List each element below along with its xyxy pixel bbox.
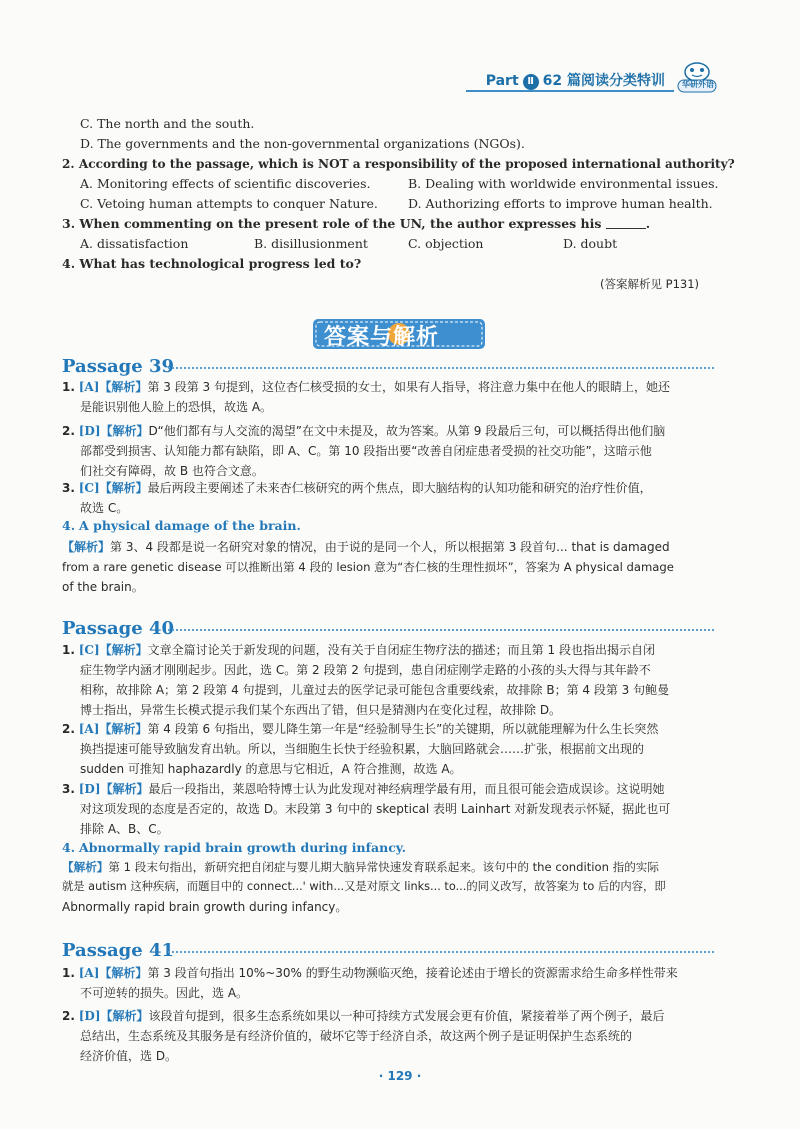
q1-option-d: D. The governments and the non-governmental organizations (NGOs). <box>80 136 525 151</box>
q3-option-a: A. dissatisfaction <box>80 236 189 251</box>
q2-option-a: A. Monitoring effects of scientific discoveries. <box>80 176 371 191</box>
analysis-text: 第 1 段末句指出，新研究把自闭症与婴儿期大脑异常快速发育联系起来。该句中的 the condition 指的实际 <box>108 860 659 874</box>
answer-40-3 <box>62 779 665 799</box>
answer-number: 3. <box>62 782 75 796</box>
answer-blank <box>606 217 646 229</box>
q2-option-d: D. Authorizing efforts to improve human health. <box>408 196 713 211</box>
part-label: Part <box>485 73 519 89</box>
question-text: What has technological progress led to? <box>79 256 362 271</box>
question-2 <box>62 156 735 172</box>
q1-option-c: C. The north and the south. <box>80 116 255 131</box>
brand-logo-text: 华研外语 <box>682 80 714 89</box>
analysis-text: D“他们都有与人交流的渴望”在文中未提及，故为答案。从第 9 段最后三句，可以概括得出他们脑 <box>148 424 666 438</box>
passage-41-title: Passage 41 <box>62 940 174 961</box>
analysis-text: 不可逆转的损失。因此，选 A。 <box>80 986 249 1000</box>
analysis-text: 症生物学内涵才刚刚起步。因此，选 C。第 2 段第 2 句提到，患自闭症刚学走路的小孩的头大得与其年龄不 <box>80 663 651 677</box>
analysis-39-4 <box>62 537 670 557</box>
analysis-tag: 【解析】 <box>62 540 111 554</box>
answer-key: [C] <box>78 643 100 657</box>
q2-option-c: C. Vetoing human attempts to conquer Nature. <box>80 196 378 211</box>
analysis-text: sudden 可推知 haphazardly 的意思与它相近，A 符合推测，故选 A。 <box>80 762 462 776</box>
analysis-text: 最后两段主要阐述了未来杏仁核研究的两个焦点，即大脑结构的认知功能和研究的治疗性价值， <box>147 481 652 495</box>
question-text: When commenting on the present role of the UN, the author expresses his <box>79 216 602 231</box>
answer-number: 1. <box>62 966 75 980</box>
analysis-text: 最后一段指出，莱恩哈特博士认为此发现对神经病理学最有用，而且很可能会造成误诊。这说明她 <box>148 782 665 796</box>
analysis-tag: 【解析】 <box>100 1009 149 1023</box>
question-3: 3. When commenting on the present role of the UN, the author expresses his . <box>62 216 651 231</box>
answer-key: Abnormally rapid brain growth during infancy. <box>79 840 406 855</box>
analysis-text: 部都受到损害、认知能力都有缺陷，即 A、C。第 10 段指出要“改善自闭症患者受损的社交功能”，这暗示他 <box>80 444 652 458</box>
analysis-tag: 【解析】 <box>99 481 148 495</box>
page-number: · 129 · <box>378 1069 422 1083</box>
question-text: According to the passage, which is NOT a responsibility of the proposed international authority? <box>78 156 735 171</box>
analysis-text: 博士指出，异常生长模式提示我们某个东西出了错，但只是猜测内在变化过程，故排除 D。 <box>80 703 562 717</box>
answer-number: 1. <box>62 380 75 394</box>
answer-41-2 <box>62 1006 665 1026</box>
answer-number: 3. <box>62 481 75 495</box>
analysis-40-4 <box>62 857 659 877</box>
analysis-text: 对这项发现的态度是否定的，故选 D。末段第 3 句中的 skeptical 表明 Lainhart 对新发现表示怀疑，据此也可 <box>80 802 671 816</box>
answer-39-4 <box>62 518 301 534</box>
passage-39-title: Passage 39 <box>62 356 174 377</box>
passage-40-title: Passage 40 <box>62 618 174 639</box>
q3-option-b: B. disillusionment <box>254 236 368 251</box>
analysis-text: from a rare genetic disease 可以推断出第 4 段的 lesion 意为“杏仁核的生理性损坏”，答案为 A physical damage <box>62 560 674 574</box>
answer-number: 2. <box>62 424 75 438</box>
analysis-text: 第 3 段第 3 句提到，这位杏仁核受损的女士，如果有人指导，将注意力集中在他人的眼睛上，她还 <box>147 380 670 394</box>
analysis-text: Abnormally rapid brain growth during infancy。 <box>62 900 348 914</box>
answer-number: 2. <box>62 722 75 736</box>
answer-40-4 <box>62 840 406 856</box>
answer-39-2 <box>62 421 665 441</box>
answer-40-2 <box>62 719 658 739</box>
answer-number: 1. <box>62 643 75 657</box>
analysis-tag: 【解析】 <box>99 966 148 980</box>
question-number: 4. <box>62 256 76 271</box>
answer-key: [D] <box>78 782 101 796</box>
answer-key: [D] <box>78 424 101 438</box>
analysis-tag: 【解析】 <box>99 722 148 736</box>
answer-key: [A] <box>78 380 100 394</box>
analysis-text: 相称，故排除 A；第 2 段第 4 句提到，儿童过去的医学记录可能包含重要线索，故排除 B；第 4 段第 3 句鲍曼 <box>80 683 670 697</box>
analysis-text: 们社交有障碍，故 B 也符合文意。 <box>80 464 264 478</box>
analysis-tag: 【解析】 <box>100 424 149 438</box>
question-number: 2. <box>62 156 75 171</box>
passage-divider <box>168 367 714 369</box>
passage-divider <box>168 951 714 953</box>
analysis-text: 是能识别他人脸上的恐惧，故选 A。 <box>80 400 273 414</box>
q3-option-c: C. objection <box>408 236 484 251</box>
analysis-text: 换挡提速可能导致脑发育出轨。所以，当细胞生长快于经验积累，大脑回路就会……扩张，根据前文出现的 <box>80 742 645 756</box>
question-number: 3. <box>62 216 76 231</box>
analysis-text: 故选 C。 <box>80 501 129 515</box>
analysis-text: 经济价值，选 D。 <box>80 1049 178 1063</box>
analysis-tag: 【解析】 <box>100 782 149 796</box>
answer-number: 4. <box>62 840 76 855</box>
analysis-text: 排除 A、B、C。 <box>80 822 169 836</box>
header-rule <box>466 90 674 92</box>
analysis-text: 文章全篇讨论关于新发现的问题，没有关于自闭症生物疗法的描述；而且第 1 段也指出揭示自闭 <box>147 643 655 657</box>
section-title: 62 篇阅读分类特训 <box>542 73 665 89</box>
analysis-text: 第 3 段首句指出 10%~30% 的野生动物濒临灭绝，接着论述由于增长的资源需求给生命多样性带来 <box>147 966 678 980</box>
analysis-tag: 【解析】 <box>99 380 148 394</box>
answer-key: [D] <box>78 1009 101 1023</box>
question-4 <box>62 256 361 272</box>
answer-39-3 <box>62 478 652 498</box>
analysis-text: 就是 autism 这种疾病，而题目中的 connect...' with...又是对原文 links... to...的同义改写，故答案为 to 后的内容，即 <box>62 880 666 893</box>
analysis-text: 第 3、4 段都是说一名研究对象的情况，由于说的是同一个人，所以根据第 3 段首句... that is damaged <box>110 540 670 554</box>
answer-40-1 <box>62 640 655 660</box>
part-number-badge: Ⅱ <box>523 74 539 90</box>
answer-number: 4. <box>62 518 76 533</box>
answer-key: [C] <box>78 481 100 495</box>
analysis-text: 第 4 段第 6 句指出，婴儿降生第一年是“经验制导生长”的关键期，所以就能理解为什么生长突然 <box>147 722 659 736</box>
passage-divider <box>168 629 714 631</box>
analysis-tag: 【解析】 <box>62 860 109 874</box>
analysis-text: 该段首句提到，很多生态系统如果以一种可持续方式发展会更有价值，紧接着举了两个例子，最后 <box>148 1009 665 1023</box>
q3-option-d: D. doubt <box>563 236 618 251</box>
answer-number: 2. <box>62 1009 75 1023</box>
analysis-text: of the brain。 <box>62 580 144 594</box>
analysis-tag: 【解析】 <box>99 643 148 657</box>
answer-key: [A] <box>78 722 100 736</box>
answer-banner-title: 答案与解析 <box>324 325 440 350</box>
header-title <box>486 70 665 90</box>
q2-option-b: B. Dealing with worldwide environmental issues. <box>408 176 719 191</box>
answer-key: A physical damage of the brain. <box>79 518 301 533</box>
answer-41-1 <box>62 963 678 983</box>
answer-39-1 <box>62 377 670 397</box>
analysis-text: 总结出，生态系统及其服务是有经济价值的，破坏它等于经济自杀，故这两个例子是证明保护生态系统的 <box>80 1029 633 1043</box>
answer-reference: (答案解析见 P131) <box>600 277 700 291</box>
answer-key: [A] <box>78 966 100 980</box>
